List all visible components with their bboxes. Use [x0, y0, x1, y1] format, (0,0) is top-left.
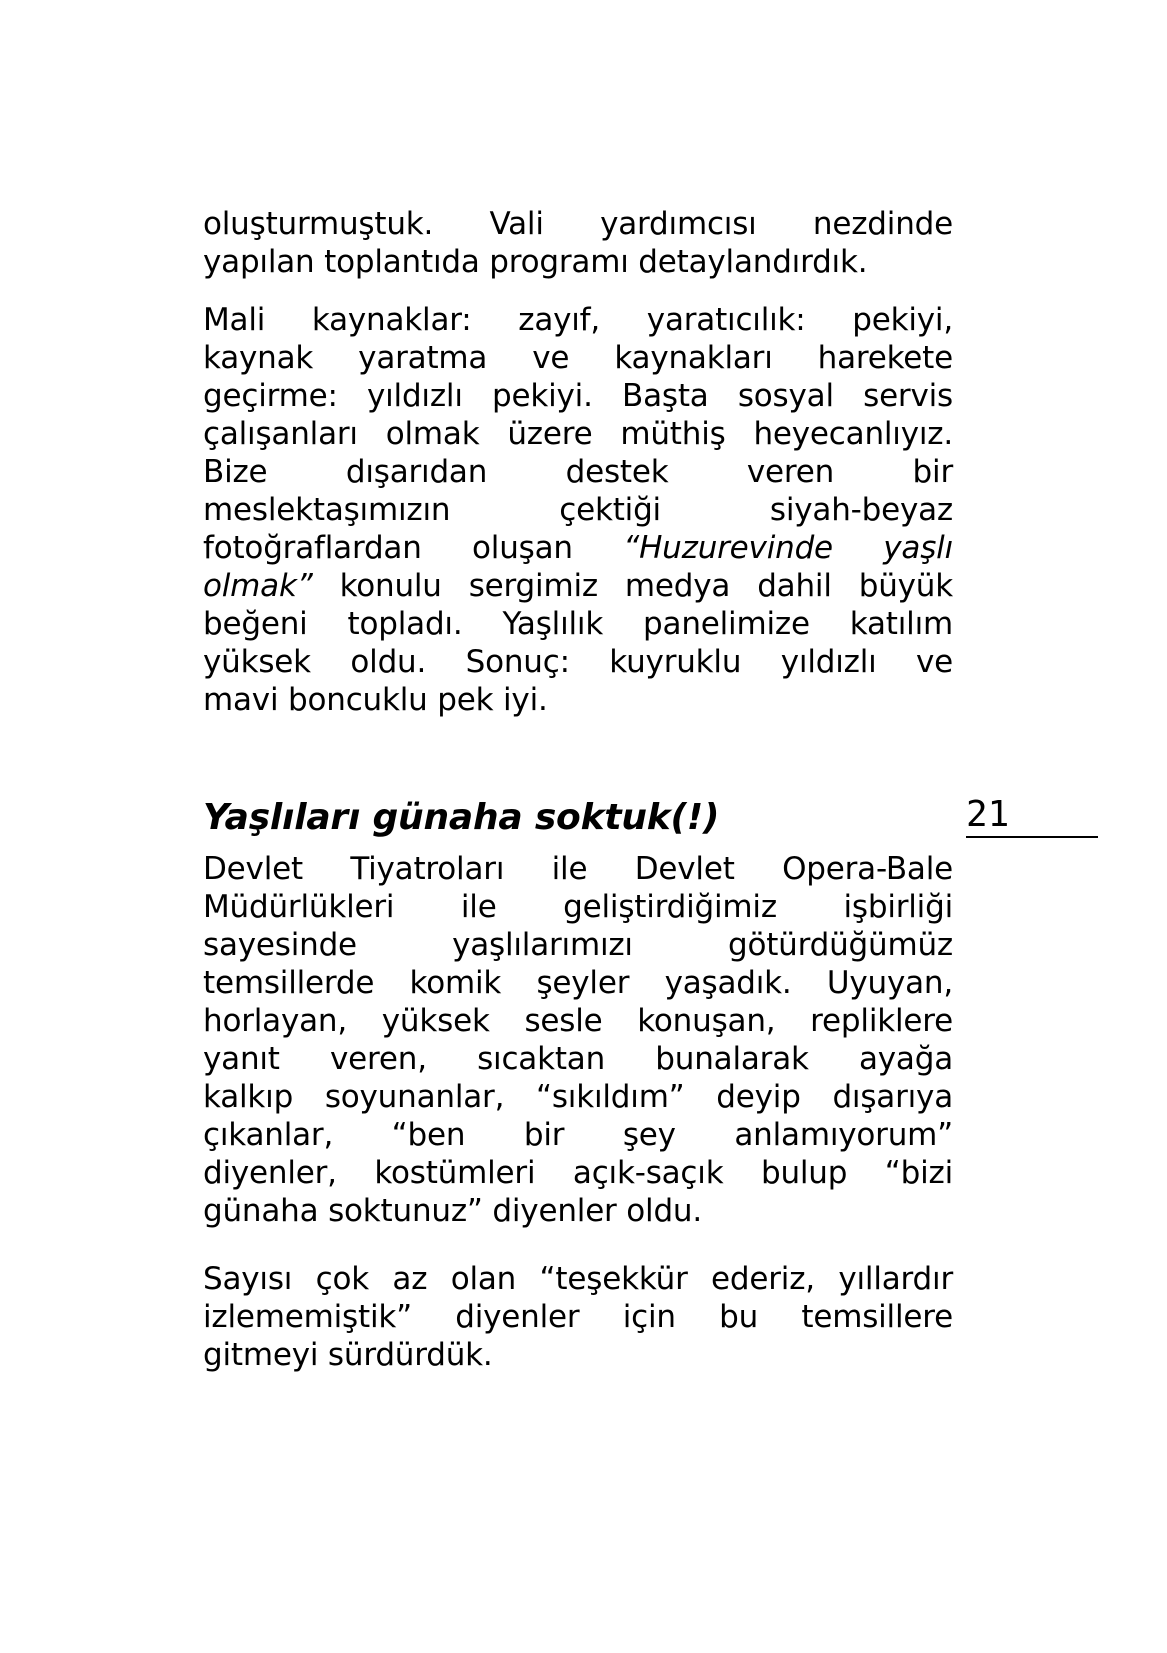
- italic-text-segment: olmak”: [203, 568, 313, 604]
- text-line: horlayan, yüksek sesle konuşan, repliklere: [203, 1003, 953, 1039]
- text-line: Müdürlükleri ile geliştirdiğimiz işbirliği: [203, 889, 953, 925]
- text-line: Sayısı çok az olan “teşekkür ederiz, yıllardır: [203, 1261, 953, 1297]
- text-line: diyenler, kostümleri açık-saçık bulup “bizi: [203, 1155, 953, 1191]
- text-line: yüksek oldu. Sonuç: kuyruklu yıldızlı ve: [203, 644, 953, 680]
- text-line: mavi boncuklu pek iyi.: [203, 682, 548, 718]
- paragraph-thanks: [203, 1260, 953, 1374]
- text-line: Mali kaynaklar: zayıf, yaratıcılık: pekiyi,: [203, 302, 953, 338]
- text-line: çıkanlar, “ben bir şey anlamıyorum”: [203, 1117, 953, 1153]
- text-segment: konulu sergimiz medya dahil büyük: [312, 568, 953, 604]
- text-line: [203, 567, 953, 605]
- text-line: gitmeyi sürdürdük.: [203, 1337, 493, 1373]
- text-line: yapılan toplantıda programı detaylandırdık.: [203, 244, 868, 280]
- text-line: meslektaşımızın çektiği siyah-beyaz: [203, 492, 953, 528]
- text-line: geçirme: yıldızlı pekiyi. Başta sosyal servis: [203, 378, 953, 414]
- text-line: günaha soktunuz” diyenler oldu.: [203, 1193, 703, 1229]
- text-line: izlememiştik” diyenler için bu temsillere: [203, 1299, 953, 1335]
- page-number-block: [966, 795, 1098, 838]
- paragraph-intro: [203, 205, 953, 281]
- text-line: [203, 529, 953, 567]
- text-line: oluşturmuştuk. Vali yardımcısı nezdinde: [203, 206, 953, 242]
- page-content: [203, 205, 953, 1374]
- text-segment: fotoğraflardan oluşan: [203, 530, 624, 566]
- paragraph-resources: [203, 301, 953, 719]
- text-line: kaynak yaratma ve kaynakları harekete: [203, 340, 953, 376]
- text-line: yanıt veren, sıcaktan bunalarak ayağa: [203, 1041, 953, 1077]
- paragraph-theatre: [203, 850, 953, 1230]
- text-line: sayesinde yaşlılarımızı götürdüğümüz: [203, 927, 953, 963]
- text-line: çalışanları olmak üzere müthiş heyecanlıyız.: [203, 416, 953, 452]
- section-heading: Yaşlıları günaha soktuk(!): [203, 797, 720, 838]
- text-line: Devlet Tiyatroları ile Devlet Opera-Bale: [203, 851, 953, 887]
- text-line: beğeni topladı. Yaşlılık panelimize katılım: [203, 606, 953, 642]
- page-number-rule: [966, 836, 1098, 838]
- text-line: temsillerde komik şeyler yaşadık. Uyuyan,: [203, 965, 953, 1001]
- page-number: 21: [966, 794, 1010, 835]
- text-line: Bize dışarıdan destek veren bir: [203, 454, 953, 490]
- italic-text-segment: “Huzurevinde yaşlı: [623, 530, 953, 566]
- text-line: kalkıp soyunanlar, “sıkıldım” deyip dışarıya: [203, 1079, 953, 1115]
